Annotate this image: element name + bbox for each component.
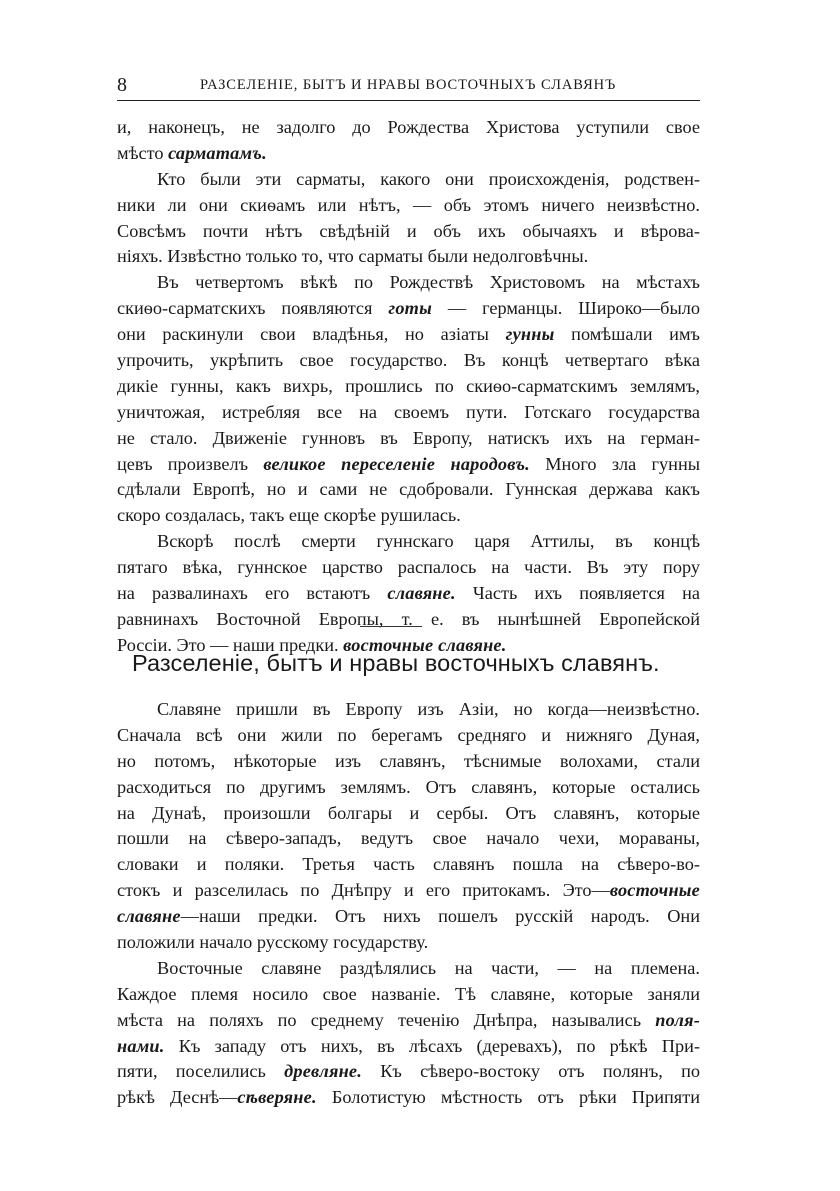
text-run: Болотистую мѣстность отъ рѣки Припяти bbox=[316, 1087, 700, 1108]
text-line bbox=[117, 1085, 700, 1111]
text-run: ники ли они скиѳамъ или нѣтъ, — объ этомъ ничего неизвѣстно. bbox=[117, 194, 700, 215]
emphasized-term: готы bbox=[388, 298, 432, 319]
text-line bbox=[117, 115, 700, 141]
text-line bbox=[117, 1034, 700, 1060]
text-line bbox=[117, 141, 700, 167]
text-run: Много зла гунны bbox=[529, 453, 701, 474]
text-line bbox=[117, 904, 700, 930]
text-run: пятаго вѣка, гуннское царство распалось на части. Въ эту пору bbox=[117, 557, 700, 578]
text-line bbox=[117, 581, 700, 607]
text-run: Славяне пришли въ Европу изъ Азіи, но когда—неизвѣстно. bbox=[157, 699, 700, 719]
paragraph bbox=[117, 956, 700, 1111]
text-run: на развалинахъ его встаютъ bbox=[117, 583, 388, 604]
emphasized-term: сарматамъ. bbox=[168, 142, 267, 163]
text-run: стокъ и разселилась по Днѣпру и его притокамъ. Это— bbox=[117, 880, 610, 901]
emphasized-term: великое переселеніе народовъ. bbox=[263, 453, 530, 474]
text-line bbox=[117, 826, 700, 852]
text-line bbox=[117, 1059, 700, 1085]
text-run: скиѳо-сарматскихъ появляются bbox=[117, 298, 389, 319]
emphasized-term: славяне. bbox=[387, 583, 456, 604]
paragraph bbox=[117, 167, 700, 271]
text-run: Къ сѣверо-востоку отъ полянъ, по bbox=[362, 1061, 700, 1082]
text-run: Часть ихъ появляется на bbox=[455, 583, 700, 604]
paragraph bbox=[117, 529, 700, 658]
text-line bbox=[117, 1008, 700, 1034]
text-run: мѣсто bbox=[117, 142, 169, 163]
text-block-lower bbox=[117, 697, 700, 1111]
text-run: Къ западу отъ нихъ, въ лѣсахъ (деревахъ), по рѣкѣ При- bbox=[164, 1035, 700, 1056]
emphasized-term: сѣверяне. bbox=[237, 1087, 317, 1108]
text-line bbox=[117, 930, 700, 956]
page-number: 8 bbox=[117, 74, 127, 96]
text-run: на Дунаѣ, произошли болгары и сербы. Отъ славянъ, которые bbox=[117, 802, 700, 823]
text-line bbox=[117, 477, 700, 503]
text-line bbox=[117, 982, 700, 1008]
text-run: Совсѣмъ почти нѣтъ свѣдѣній и объ ихъ обычаяхъ и вѣрова- bbox=[117, 220, 700, 241]
text-run: Каждое племя носило свое названіе. Тѣ славяне, которые заняли bbox=[117, 983, 700, 1004]
text-run: не стало. Движеніе гунновъ въ Европу, натискъ ихъ на герман- bbox=[117, 427, 700, 448]
text-run: сдѣлали Европѣ, но и сами не сдобровали. Гуннская держава какъ bbox=[117, 479, 700, 500]
text-line bbox=[117, 956, 700, 982]
emphasized-term: древляне. bbox=[284, 1061, 363, 1082]
text-run: мѣста на поляхъ по среднему теченію Днѣпра, назывались bbox=[117, 1009, 656, 1030]
text-line bbox=[117, 555, 700, 581]
text-line bbox=[117, 219, 700, 245]
text-line bbox=[117, 723, 700, 749]
text-run: они раскинули свои владѣнья, но азіаты bbox=[117, 324, 506, 345]
text-line bbox=[117, 348, 700, 374]
emphasized-term: восточные славяне. bbox=[343, 634, 507, 655]
text-run: но потомъ, нѣкоторые изъ славянъ, тѣснимые волохами, стали bbox=[117, 750, 700, 771]
text-line bbox=[117, 374, 700, 400]
text-line bbox=[117, 503, 700, 529]
text-run: равнинахъ Восточной Европы, т. е. въ нынѣшней Европейской bbox=[117, 608, 700, 629]
text-line bbox=[117, 270, 700, 296]
section-divider bbox=[360, 626, 422, 627]
text-run: ніяхъ. Извѣстно только то, что сарматы были недолговѣчны. bbox=[117, 246, 589, 267]
text-line bbox=[117, 529, 700, 555]
text-line bbox=[117, 322, 700, 348]
text-run: положили начало русскому государству. bbox=[117, 932, 429, 953]
paragraph bbox=[117, 270, 700, 529]
text-line bbox=[117, 452, 700, 478]
text-run: скоро создалась, такъ еще скорѣе рушилась. bbox=[117, 505, 461, 526]
text-line bbox=[117, 400, 700, 426]
paragraph bbox=[117, 697, 700, 956]
text-run: Кто были эти сарматы, какого они происхожденія, родствен- bbox=[157, 168, 700, 189]
paragraph bbox=[117, 115, 700, 167]
text-run: —наши предки. Отъ нихъ пошелъ русскій народъ. Они bbox=[180, 906, 700, 927]
text-run: Сначала всѣ они жили по берегамъ средняго и нижняго Дуная, bbox=[117, 724, 700, 745]
text-line bbox=[117, 697, 700, 723]
text-run: пошли на сѣверо-западъ, ведутъ свое начало чехи, мораваны, bbox=[117, 828, 700, 849]
running-header bbox=[117, 72, 700, 101]
text-line bbox=[117, 775, 700, 801]
text-line bbox=[117, 167, 700, 193]
text-line bbox=[117, 193, 700, 219]
text-line bbox=[117, 749, 700, 775]
text-line bbox=[117, 878, 700, 904]
running-title: РАЗСЕЛЕНІЕ, БЫТЪ И НРАВЫ ВОСТОЧНЫХЪ СЛАВЯНЪ bbox=[200, 77, 617, 93]
text-line bbox=[117, 296, 700, 322]
text-run: расходиться по другимъ землямъ. Отъ славянъ, которые остались bbox=[117, 776, 700, 797]
text-run: помѣшали имъ bbox=[554, 324, 700, 345]
text-run: словаки и поляки. Третья часть славянъ пошла на сѣверо-во- bbox=[117, 854, 700, 875]
emphasized-term: нами. bbox=[117, 1035, 165, 1056]
text-run: уничтожая, истребляя все на своемъ пути. Готскаго государства bbox=[117, 401, 700, 422]
text-run: Россіи. Это — наши предки. bbox=[117, 634, 344, 655]
text-run: пяти, поселились bbox=[117, 1061, 285, 1082]
text-line bbox=[117, 426, 700, 452]
section-heading: Разселеніе, бытъ и нравы восточныхъ славянъ. bbox=[132, 650, 660, 676]
text-run: цевъ произвелъ bbox=[117, 453, 264, 474]
text-run: Вскорѣ послѣ смерти гуннскаго царя Аттилы, въ концѣ bbox=[157, 531, 700, 552]
emphasized-term: гунны bbox=[505, 324, 555, 345]
text-run: Восточные славяне раздѣлялись на части, — на племена. bbox=[157, 957, 700, 978]
text-line bbox=[117, 607, 700, 633]
text-run: дикіе гунны, какъ вихрь, прошлись по скиѳо-сарматскимъ землямъ, bbox=[117, 375, 700, 396]
text-run: и, наконецъ, не задолго до Рождества Христова уступили свое bbox=[117, 117, 700, 137]
emphasized-term: славяне bbox=[117, 906, 181, 927]
text-run: упрочить, укрѣпить свое государство. Въ концѣ четвертаго вѣка bbox=[117, 350, 700, 371]
text-run: Въ четвертомъ вѣкѣ по Рождествѣ Христовомъ на мѣстахъ bbox=[157, 272, 700, 293]
text-line bbox=[117, 244, 700, 270]
text-line bbox=[117, 852, 700, 878]
text-block-upper bbox=[117, 115, 700, 659]
emphasized-term: поля- bbox=[655, 1009, 700, 1030]
text-run: — германцы. Широко—было bbox=[431, 298, 700, 319]
text-run: рѣкѣ Деснѣ— bbox=[117, 1087, 238, 1108]
text-line bbox=[117, 801, 700, 827]
emphasized-term: восточные bbox=[609, 880, 700, 901]
